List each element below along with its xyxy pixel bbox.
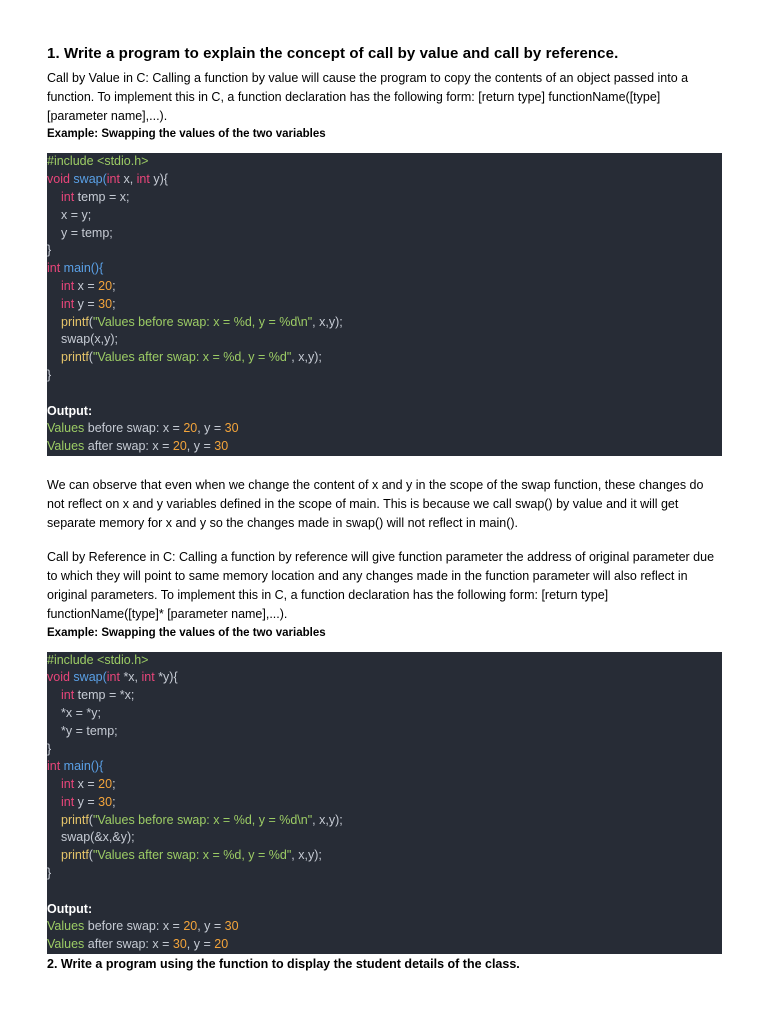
code-block-call-by-value xyxy=(47,153,722,456)
code-line: swap(&x,&y); xyxy=(61,830,135,845)
code-line: int main(){ xyxy=(47,759,104,774)
code-line: printf("Values after swap: x = %d, y = %d", x,y); xyxy=(61,350,322,365)
code-line: *x = *y; xyxy=(61,705,101,720)
code-line: #include <stdio.h> xyxy=(47,154,149,169)
code-line: int main(){ xyxy=(47,261,104,276)
code-line: *y = temp; xyxy=(61,723,118,738)
output-line: Values after swap: x = 20, y = 30 xyxy=(47,439,229,454)
output-line: Values before swap: x = 20, y = 30 xyxy=(47,421,239,436)
example-label: Example: Swapping the values of the two variables xyxy=(47,626,326,639)
output-label: Output: xyxy=(47,901,93,916)
code-line: } xyxy=(47,741,52,756)
call-by-reference-paragraph: Call by Reference in C: Calling a function by reference will give function parameter the address of original parameter due to which they will point to same memory location and any changes made in the function parameter will also reflect in original parameters. To implement this in C, a function declaration has the following form: [return type] functionName([type]* [parameter name],...). xyxy=(47,550,715,621)
code-line: int y = 30; xyxy=(61,296,116,311)
question-2-title: 2. Write a program using the function to display the student details of the class. xyxy=(47,957,520,972)
code-line: y = temp; xyxy=(61,225,113,240)
code-line: int y = 30; xyxy=(61,794,116,809)
code-line: swap(x,y); xyxy=(61,332,118,347)
code-line: void swap(int *x, int *y){ xyxy=(47,670,178,685)
code-line: int x = 20; xyxy=(61,777,116,792)
code-line: int temp = x; xyxy=(61,189,130,204)
output-line: Values after swap: x = 30, y = 20 xyxy=(47,937,229,952)
code-line: int temp = *x; xyxy=(61,688,135,703)
code-line: #include <stdio.h> xyxy=(47,652,149,667)
call-by-value-paragraph: Call by Value in C: Calling a function by value will cause the program to copy the contents of an object passed into a function. To implement this in C, a function declaration has the following form: [return type] functionName([type] [parameter name],...). xyxy=(47,71,689,123)
code-line: x = y; xyxy=(61,207,92,222)
code-line: } xyxy=(47,367,52,382)
code-line: int x = 20; xyxy=(61,278,116,293)
code-line: void swap(int x, int y){ xyxy=(47,172,168,187)
observation-paragraph: We can observe that even when we change the content of x and y in the scope of the swap function, these changes do not reflect on x and y variables defined in the scope of main. This is because we call swap() by value and it will get separate memory for x and y so the changes made in swap() will not reflect in main(). xyxy=(47,477,704,530)
code-line: printf("Values before swap: x = %d, y = %d\n", x,y); xyxy=(61,314,343,329)
code-line: printf("Values before swap: x = %d, y = %d\n", x,y); xyxy=(61,812,343,827)
document-page xyxy=(47,44,722,973)
code-line: printf("Values after swap: x = %d, y = %d", x,y); xyxy=(61,848,322,863)
question-1-title: 1. Write a program to explain the concept of call by value and call by reference. xyxy=(47,45,619,62)
code-line: } xyxy=(47,243,52,258)
output-line: Values before swap: x = 20, y = 30 xyxy=(47,919,239,934)
output-label: Output: xyxy=(47,403,93,418)
code-line: } xyxy=(47,866,52,881)
example-label: Example: Swapping the values of the two variables xyxy=(47,128,326,141)
code-block-call-by-reference xyxy=(47,652,722,955)
